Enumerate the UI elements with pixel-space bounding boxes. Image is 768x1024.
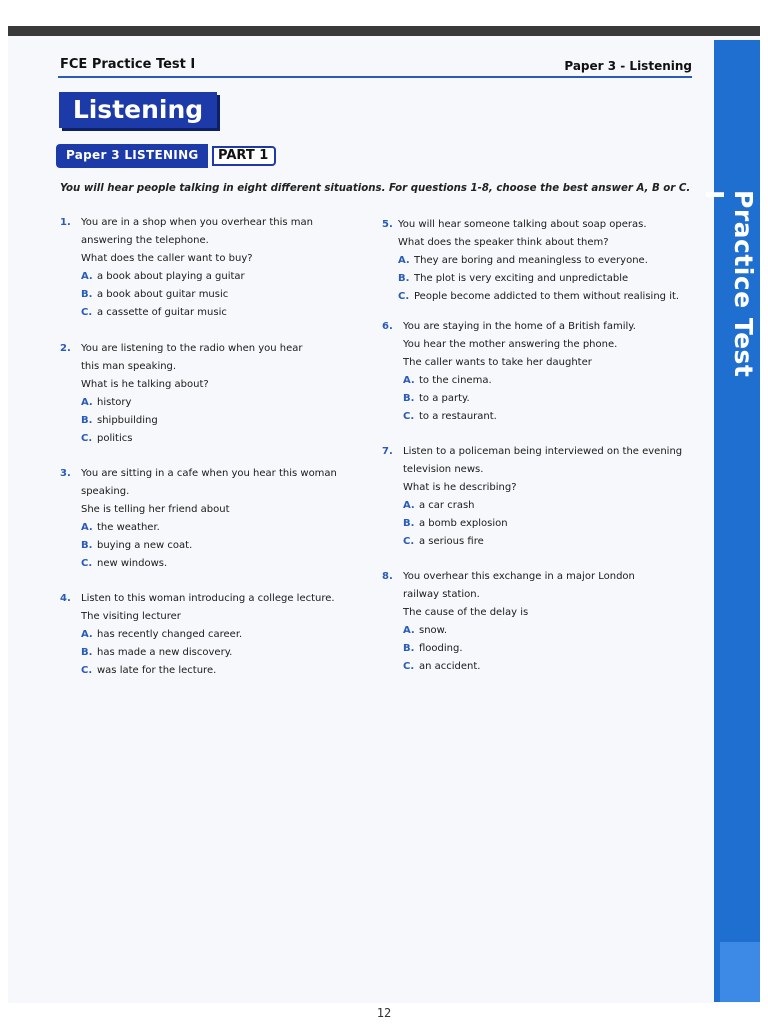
question-number: 8. (382, 571, 393, 582)
question-number: 2. (60, 343, 71, 354)
section-title: Listening (72, 95, 204, 124)
option-c: C. a cassette of guitar music (81, 307, 227, 318)
option-b: B. buying a new coat. (81, 540, 193, 551)
option-c: C. politics (81, 433, 133, 444)
question-text: The visiting lecturer (81, 611, 181, 622)
question-text: You are in a shop when you overhear this man (81, 217, 313, 228)
question-text: television news. (403, 464, 484, 475)
question-number: 7. (382, 446, 393, 457)
option-a: A. to the cinema. (403, 375, 492, 386)
option-b: B. a bomb explosion (403, 518, 508, 529)
option-c: C. new windows. (81, 558, 168, 569)
section-title-box (59, 92, 217, 128)
question-text: What is he talking about? (81, 379, 209, 390)
side-tab-corner (720, 942, 760, 1002)
option-b: B. The plot is very exciting and unpredictable (398, 273, 629, 284)
question-text: You hear the mother answering the phone. (403, 339, 618, 350)
question-5 (382, 216, 679, 306)
option-b: B. a book about guitar music (81, 289, 229, 300)
question-6 (382, 318, 636, 426)
question-text: this man speaking. (81, 361, 177, 372)
question-number: 5. (382, 219, 393, 230)
option-a: A. has recently changed career. (81, 629, 243, 640)
question-text: You will hear someone talking about soap operas. (398, 219, 647, 230)
option-a: A. snow. (403, 625, 448, 636)
side-tab-label: Practice Test I (700, 190, 758, 378)
question-text: answering the telephone. (81, 235, 209, 246)
question-text: You are staying in the home of a British family. (403, 321, 636, 332)
question-number: 4. (60, 593, 71, 604)
question-number: 1. (60, 217, 71, 228)
question-text: What does the caller want to buy? (81, 253, 253, 264)
question-text: The cause of the delay is (403, 607, 529, 618)
question-7 (382, 443, 682, 551)
question-1 (60, 214, 313, 322)
side-tab (700, 40, 760, 1002)
question-text: You are sitting in a cafe when you hear this woman (81, 468, 337, 479)
option-c: C. People become addicted to them without realising it. (398, 291, 680, 302)
paper-bar-label: Paper 3 LISTENING (66, 148, 199, 162)
question-text: Listen to a policeman being interviewed on the evening (403, 446, 683, 457)
question-4 (60, 590, 335, 680)
option-a: A. the weather. (81, 522, 160, 533)
option-b: B. has made a new discovery. (81, 647, 233, 658)
question-number: 6. (382, 321, 393, 332)
question-3 (60, 465, 337, 573)
part-label: PART 1 (218, 148, 269, 163)
question-2 (60, 340, 303, 448)
option-a: A. a car crash (403, 500, 475, 511)
instructions: You will hear people talking in eight different situations. For questions 1-8, choose the best answer A, B or C. (60, 183, 691, 194)
question-text: Listen to this woman introducing a college lecture. (81, 593, 335, 604)
question-8 (382, 568, 635, 676)
question-text: You overhear this exchange in a major London (403, 571, 635, 582)
header-divider (58, 76, 692, 78)
option-b: B. flooding. (403, 643, 463, 654)
question-number: 3. (60, 468, 71, 479)
question-text: The caller wants to take her daughter (403, 357, 592, 368)
page-number: 12 (376, 1006, 392, 1020)
option-a: A. They are boring and meaningless to everyone. (398, 255, 648, 266)
question-text: What is he describing? (403, 482, 517, 493)
question-text: speaking. (81, 486, 130, 497)
question-text: What does the speaker think about them? (398, 237, 609, 248)
option-b: B. to a party. (403, 393, 470, 404)
option-c: C. a serious fire (403, 536, 484, 547)
option-c: C. was late for the lecture. (81, 665, 217, 676)
question-text: You are listening to the radio when you hear (81, 343, 303, 354)
question-text: She is telling her friend about (81, 504, 230, 515)
header-test-title: FCE Practice Test I (60, 57, 196, 72)
question-text: railway station. (403, 589, 480, 600)
option-c: C. an accident. (403, 661, 481, 672)
option-a: A. a book about playing a guitar (81, 271, 245, 282)
option-a: A. history (81, 397, 132, 408)
header-paper-title: Paper 3 - Listening (564, 59, 692, 73)
option-c: C. to a restaurant. (403, 411, 497, 422)
option-b: B. shipbuilding (81, 415, 158, 426)
